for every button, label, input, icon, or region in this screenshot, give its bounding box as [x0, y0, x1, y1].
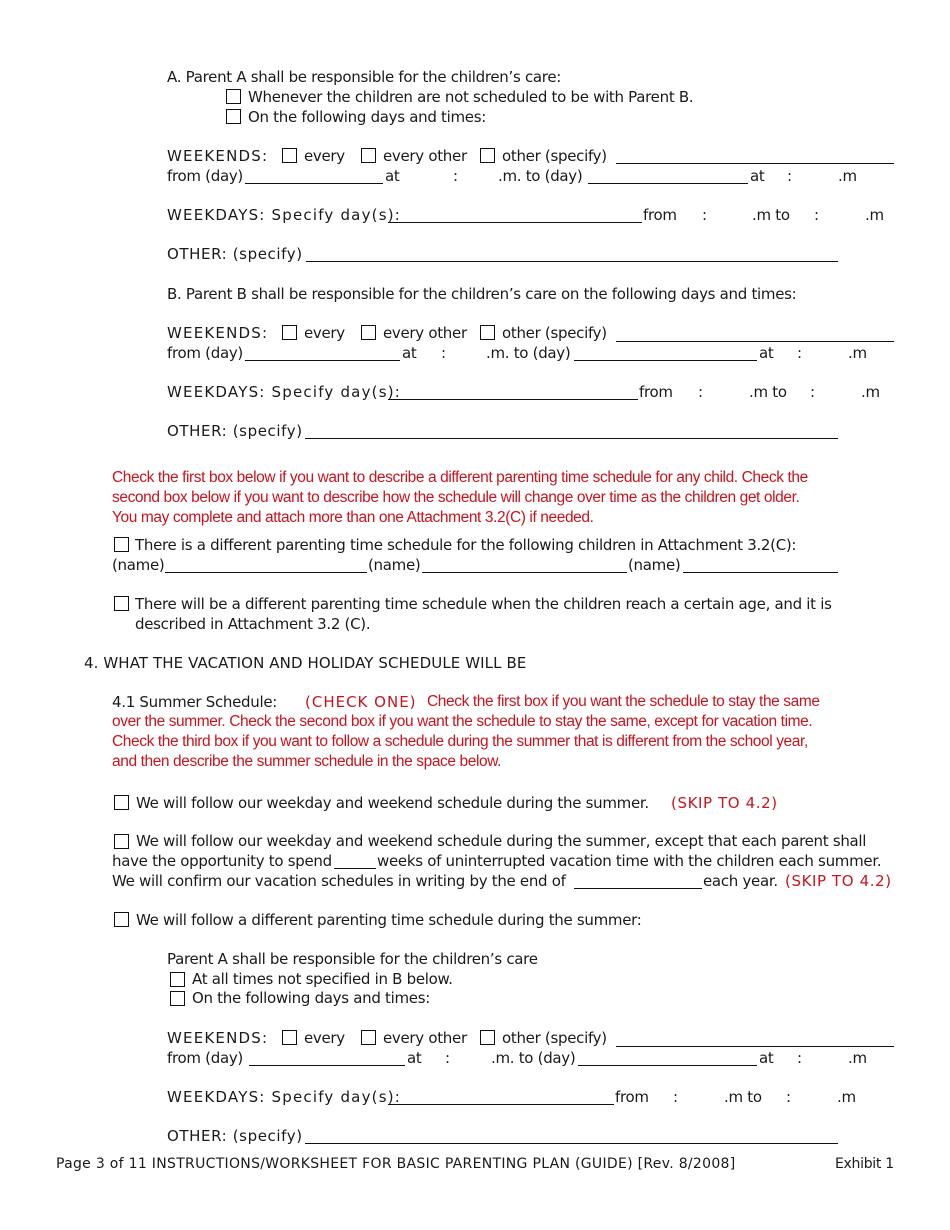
m-label: .m: [865, 206, 884, 224]
option-a-following-days-label: On the following days and times:: [248, 108, 486, 126]
m-label: .m: [848, 344, 867, 362]
weekdays-label: WEEKDAYS: Specify day(s):: [167, 1088, 402, 1106]
instruction-line: and then describe the summer schedule in the space below.: [112, 753, 502, 770]
checkbox-summer-a-all-times[interactable]: [170, 972, 185, 987]
m-label: .m: [848, 1049, 867, 1067]
weekends-other-field[interactable]: [616, 341, 894, 342]
checkbox-summer-a-following[interactable]: [170, 991, 185, 1006]
other-label: OTHER: (specify): [167, 1127, 303, 1145]
checkbox-weekends-every-other[interactable]: [361, 325, 376, 340]
checkbox-weekends-every[interactable]: [282, 1030, 297, 1045]
time-colon: :: [787, 167, 792, 185]
name-label: (name): [368, 556, 421, 574]
instruction-line: Check the first box if you want the schedule to stay the same: [427, 693, 820, 710]
summer-different-label: We will follow a different parenting time schedule during the summer:: [136, 911, 642, 929]
weekends-other-field[interactable]: [616, 163, 894, 164]
time-colon: :: [453, 167, 458, 185]
at-label: at: [759, 1049, 774, 1067]
every-label: every: [304, 1029, 345, 1047]
section-b-title: B. Parent B shall be responsible for the children’s care on the following days and times:: [167, 285, 797, 303]
at-label: at: [385, 167, 400, 185]
instruction-line: Check the third box if you want to follow a schedule during the summer that is different from the school year,: [112, 733, 808, 750]
summer-vacation-label-2a: have the opportunity to spend: [112, 852, 332, 870]
weekends-label: WEEKENDS:: [167, 147, 269, 165]
from-day-label: from (day): [167, 1049, 243, 1067]
from-label: from: [643, 206, 677, 224]
summer-a-all-times-label: At all times not specified in B below.: [192, 970, 453, 988]
summer-vacation-label-2b: weeks of uninterrupted vacation time with the children each summer.: [377, 852, 882, 870]
summer-same-label: We will follow our weekday and weekend schedule during the summer.: [136, 794, 649, 812]
weekends-other-field[interactable]: [616, 1046, 894, 1047]
vacation-weeks-field[interactable]: [334, 868, 376, 869]
time-colon: :: [797, 1049, 802, 1067]
time-colon: :: [810, 383, 815, 401]
checkbox-weekends-other[interactable]: [480, 148, 495, 163]
m-to-label: .m to: [749, 383, 787, 401]
name-label: (name): [112, 556, 165, 574]
summer-schedule-label: 4.1 Summer Schedule:: [112, 693, 278, 711]
summer-parent-a-label: Parent A shall be responsible for the children’s care: [167, 950, 538, 968]
time-colon: :: [797, 344, 802, 362]
time-colon: :: [698, 383, 703, 401]
every-label: every: [304, 324, 345, 342]
checkbox-weekends-other[interactable]: [480, 325, 495, 340]
summer-a-following-label: On the following days and times:: [192, 989, 430, 1007]
summer-vacation-label-3a: We will confirm our vacation schedules in writing by the end of: [112, 872, 566, 890]
weekdays-label: WEEKDAYS: Specify day(s):: [167, 383, 402, 401]
from-day-label: from (day): [167, 167, 243, 185]
every-label: every: [304, 147, 345, 165]
footer-exhibit: Exhibit 1: [835, 1156, 894, 1172]
m-to-day-label: .m. to (day): [498, 167, 583, 185]
at-label: at: [402, 344, 417, 362]
instruction-line: over the summer. Check the second box if you want the schedule to stay the same, except for vacation time.: [112, 713, 813, 730]
at-label: at: [750, 167, 765, 185]
from-label: from: [639, 383, 673, 401]
weekdays-field[interactable]: [388, 222, 642, 223]
skip-label: (SKIP TO 4.2): [785, 872, 892, 890]
child-name-field-3[interactable]: [683, 572, 838, 573]
checkbox-a-not-scheduled[interactable]: [226, 89, 241, 104]
weekdays-label: WEEKDAYS: Specify day(s):: [167, 206, 402, 224]
other-field[interactable]: [305, 1143, 838, 1144]
at-label: at: [759, 344, 774, 362]
weekdays-field[interactable]: [388, 399, 638, 400]
checkbox-weekends-every-other[interactable]: [361, 148, 376, 163]
m-label: .m: [837, 1088, 856, 1106]
from-day-field[interactable]: [245, 183, 383, 184]
time-colon: :: [673, 1088, 678, 1106]
from-day-field[interactable]: [249, 1065, 405, 1066]
time-colon: :: [441, 344, 446, 362]
checkbox-weekends-every[interactable]: [282, 325, 297, 340]
summer-vacation-label: We will follow our weekday and weekend schedule during the summer, except that each parent shall: [136, 832, 867, 850]
every-other-label: every other: [383, 324, 467, 342]
confirm-by-field[interactable]: [574, 888, 702, 889]
instruction-line: You may complete and attach more than one Attachment 3.2(C) if needed.: [112, 509, 594, 526]
checkbox-different-age[interactable]: [114, 596, 129, 611]
check-one-label: (CHECK ONE): [305, 693, 417, 711]
option-a-not-scheduled-label: Whenever the children are not scheduled to be with Parent B.: [248, 88, 694, 106]
other-specify-label: other (specify): [502, 147, 607, 165]
time-colon: :: [814, 206, 819, 224]
checkbox-summer-vacation[interactable]: [114, 834, 129, 849]
from-label: from: [615, 1088, 649, 1106]
m-label: .m: [838, 167, 857, 185]
instruction-line: Check the first box below if you want to describe a different parenting time schedule for any child. Check the: [112, 469, 808, 486]
child-name-field-1[interactable]: [165, 572, 367, 573]
time-colon: :: [445, 1049, 450, 1067]
instruction-line: second box below if you want to describe how the schedule will change over time as the children get older.: [112, 489, 800, 506]
different-age-label: There will be a different parenting time schedule when the children reach a certain age, and it is: [135, 595, 832, 613]
weekends-label: WEEKENDS:: [167, 1029, 269, 1047]
every-other-label: every other: [383, 1029, 467, 1047]
weekdays-field[interactable]: [388, 1104, 614, 1105]
different-age-label-cont: described in Attachment 3.2 (C).: [135, 615, 371, 633]
name-label: (name): [628, 556, 681, 574]
from-day-field[interactable]: [245, 360, 400, 361]
checkbox-a-following-days[interactable]: [226, 109, 241, 124]
summer-vacation-label-3b: each year.: [703, 872, 778, 890]
child-name-field-2[interactable]: [422, 572, 627, 573]
section-a-title: A. Parent A shall be responsible for the children’s care:: [167, 68, 562, 86]
weekends-label: WEEKENDS:: [167, 324, 269, 342]
time-colon: :: [702, 206, 707, 224]
time-colon: :: [786, 1088, 791, 1106]
to-day-field[interactable]: [578, 1065, 757, 1066]
other-label: OTHER: (specify): [167, 245, 303, 263]
checkbox-summer-different[interactable]: [114, 912, 129, 927]
footer-page-info: Page 3 of 11 INSTRUCTIONS/WORKSHEET FOR BASIC PARENTING PLAN (GUIDE) [Rev. 8/2008]: [56, 1156, 736, 1172]
m-to-day-label: .m. to (day): [486, 344, 571, 362]
at-label: at: [407, 1049, 422, 1067]
checkbox-weekends-every[interactable]: [282, 148, 297, 163]
m-to-day-label: .m. to (day): [491, 1049, 576, 1067]
m-to-label: .m to: [752, 206, 790, 224]
every-other-label: every other: [383, 147, 467, 165]
m-label: .m: [861, 383, 880, 401]
checkbox-different-children[interactable]: [114, 537, 129, 552]
other-specify-label: other (specify): [502, 324, 607, 342]
checkbox-weekends-every-other[interactable]: [361, 1030, 376, 1045]
other-label: OTHER: (specify): [167, 422, 303, 440]
skip-label: (SKIP TO 4.2): [671, 794, 778, 812]
section-4-heading: 4. WHAT THE VACATION AND HOLIDAY SCHEDULE WILL BE: [84, 654, 527, 672]
checkbox-weekends-other[interactable]: [480, 1030, 495, 1045]
checkbox-summer-same[interactable]: [114, 795, 129, 810]
other-specify-label: other (specify): [502, 1029, 607, 1047]
different-children-label: There is a different parenting time schedule for the following children in Attachment 3.2(C):: [135, 536, 797, 554]
other-field[interactable]: [305, 438, 838, 439]
m-to-label: .m to: [724, 1088, 762, 1106]
other-field[interactable]: [306, 261, 838, 262]
to-day-field[interactable]: [588, 183, 748, 184]
from-day-label: from (day): [167, 344, 243, 362]
to-day-field[interactable]: [574, 360, 757, 361]
